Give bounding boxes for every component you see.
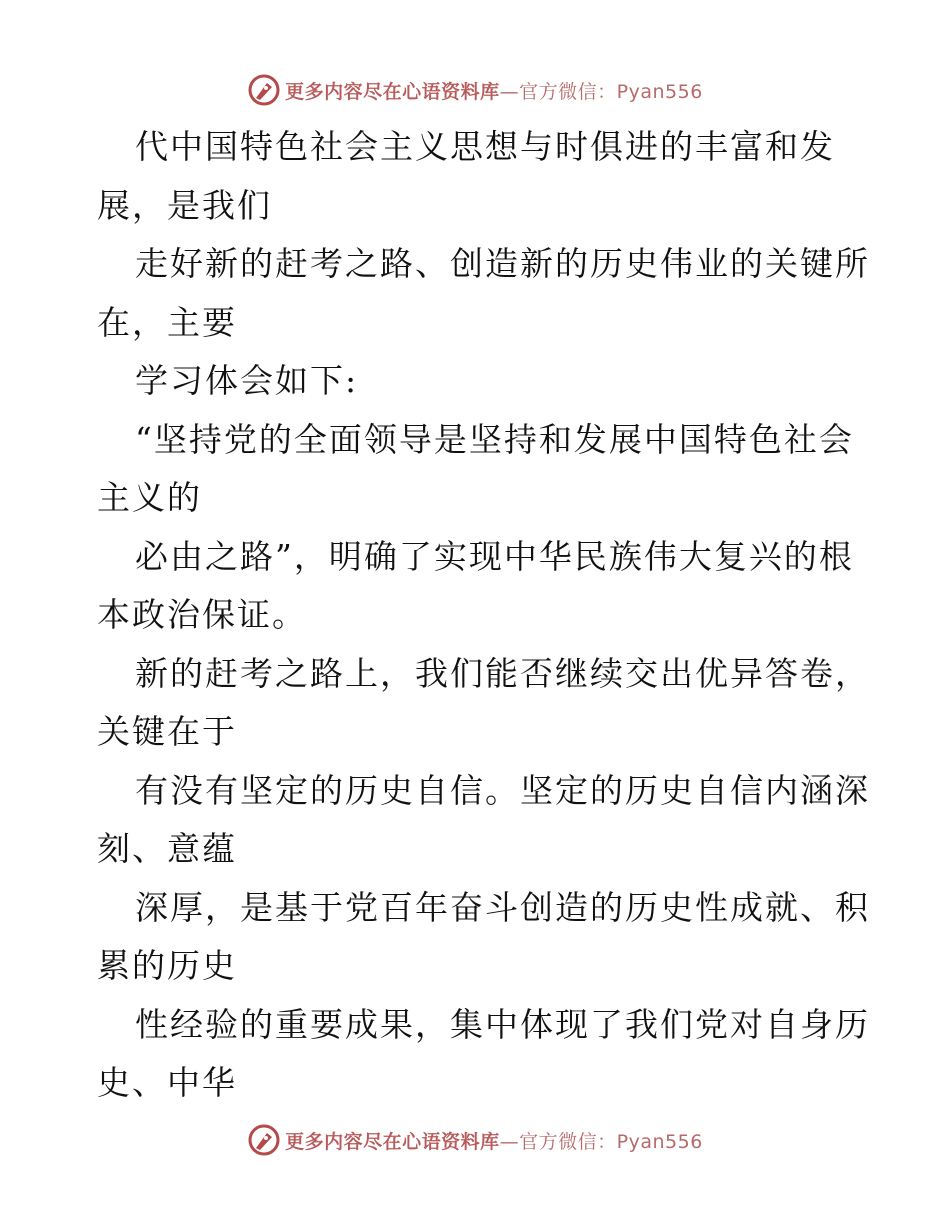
header-subtitle: 官方微信：Pyan556 <box>519 80 703 103</box>
body-line: 走好新的赶考之路、创造新的历史伟业的关键所 <box>135 244 870 283</box>
body-line: 累的历史 <box>97 946 237 985</box>
body-line: 主义的 <box>97 478 202 517</box>
body-line: “坚持党的全面领导是坚持和发展中国特色社会 <box>135 419 854 459</box>
header-watermark-text <box>285 77 703 104</box>
pen-nib-logo-icon <box>247 73 281 107</box>
footer-title: 更多内容尽在心语资料库 <box>285 1130 500 1153</box>
body-line: 本政治保证。 <box>97 595 307 634</box>
header-title: 更多内容尽在心语资料库 <box>285 80 500 103</box>
body-line: 深厚，是基于党百年奋斗创造的历史性成就、积 <box>135 887 870 927</box>
footer-subtitle: 官方微信：Pyan556 <box>519 1130 703 1153</box>
footer-watermark-text <box>285 1127 703 1154</box>
footer-watermark <box>0 1120 950 1160</box>
header-separator: — <box>499 80 520 103</box>
body-line: 必由之路”，明确了实现中华民族伟大复兴的根 <box>135 536 854 576</box>
document-body <box>97 118 870 1113</box>
header-watermark <box>0 70 950 110</box>
body-line: 史、中华 <box>97 1063 237 1102</box>
body-line: 在，主要 <box>97 302 237 342</box>
body-line: 关键在于 <box>97 712 237 751</box>
pen-nib-logo-icon <box>247 1123 281 1157</box>
body-line: 有没有坚定的历史自信。坚定的历史自信内涵深 <box>135 770 870 810</box>
body-line: 学习体会如下: <box>135 361 359 400</box>
body-line: 性经验的重要成果，集中体现了我们党对自身历 <box>135 1004 870 1044</box>
body-line: 新的赶考之路上，我们能否继续交出优异答卷， <box>135 653 870 693</box>
body-line: 展，是我们 <box>97 185 272 225</box>
footer-separator: — <box>499 1130 520 1153</box>
body-line: 代中国特色社会主义思想与时俱进的丰富和发 <box>135 127 835 166</box>
body-line: 刻、意蕴 <box>97 829 237 868</box>
